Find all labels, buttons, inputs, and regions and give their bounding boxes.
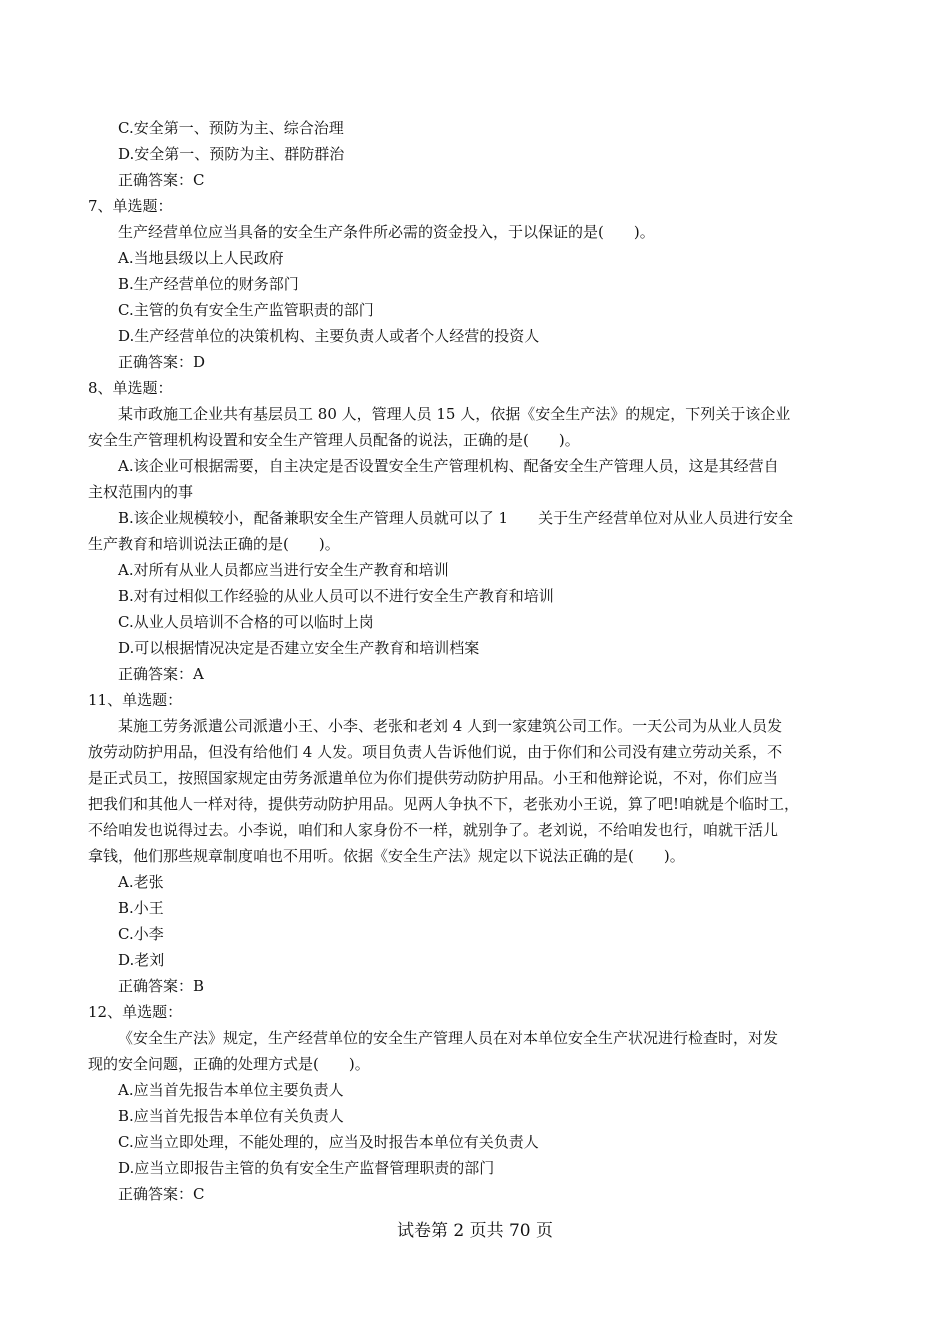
- question-text: 某施工劳务派遣公司派遣小王、小李、老张和老刘 4 人到一家建筑公司工作。一天公司为从业人员发: [118, 717, 783, 735]
- question-text-continued: 安全生产管理机构设置和安全生产管理人员配备的说法，正确的是( )。: [88, 431, 580, 449]
- option-c: C.应当立即处理，不能处理的，应当及时报告本单位有关负责人: [118, 1133, 539, 1151]
- question-text-continued: 生产教育和培训说法正确的是( )。: [88, 535, 340, 553]
- option-d: D.老刘: [118, 951, 165, 969]
- option-b: B.该企业规模较小，配备兼职安全生产管理人员就可以了 1 关于生产经营单位对从业人员进行安全: [118, 509, 794, 527]
- option-d: D.安全第一、预防为主、群防群治: [118, 145, 345, 163]
- answer-line: 正确答案：C: [118, 171, 205, 189]
- question-heading-12: 12、单选题：: [88, 1003, 183, 1021]
- answer-line: 正确答案：A: [118, 665, 204, 683]
- question-text: 《安全生产法》规定，生产经营单位的安全生产管理人员在对本单位安全生产状况进行检查时，对发: [118, 1029, 779, 1047]
- option-c: C.从业人员培训不合格的可以临时上岗: [118, 613, 374, 631]
- question-text-continued: 不给咱发也说得过去。小李说，咱们和人家身份不一样，就别争了。老刘说，不给咱发也行，咱就干活儿: [88, 821, 779, 839]
- option-b: B.生产经营单位的财务部门: [118, 275, 299, 293]
- question-heading-8: 8、单选题：: [88, 379, 173, 397]
- question-text-continued: 放劳动防护用品，但没有给他们 4 人发。项目负责人告诉他们说，由于你们和公司没有建立劳动关系，不: [88, 743, 783, 761]
- option-a: A.应当首先报告本单位主要负责人: [118, 1081, 344, 1099]
- option-a-continued: 主权范围内的事: [88, 483, 194, 501]
- option-c: C.小李: [118, 925, 164, 943]
- question-heading-11: 11、单选题：: [88, 691, 183, 709]
- question-text: 某市政施工企业共有基层员工 80 人，管理人员 15 人，依据《安全生产法》的规定，下列关于该企业: [118, 405, 791, 423]
- question-text-continued: 把我们和其他人一样对待，提供劳动防护用品。见两人争执不下，老张劝小王说，算了吧!咱就是个临时工，: [88, 795, 800, 813]
- answer-line: 正确答案：C: [118, 1185, 205, 1203]
- question-text: 生产经营单位应当具备的安全生产条件所必需的资金投入，于以保证的是( )。: [118, 223, 655, 241]
- answer-line: 正确答案：D: [118, 353, 206, 371]
- option-d: D.应当立即报告主管的负有安全生产监督管理职责的部门: [118, 1159, 495, 1177]
- option-a: A.老张: [118, 873, 164, 891]
- option-d: D.可以根据情况决定是否建立安全生产教育和培训档案: [118, 639, 480, 657]
- question-text-continued: 现的安全问题，正确的处理方式是( )。: [88, 1055, 370, 1073]
- answer-line: 正确答案：B: [118, 977, 205, 995]
- option-a: A.该企业可根据需要，自主决定是否设置安全生产管理机构、配备安全生产管理人员，这是其经营自: [118, 457, 779, 475]
- option-c: C.主管的负有安全生产监管职责的部门: [118, 301, 374, 319]
- page-footer: 试卷第 2 页共 70 页: [396, 1221, 554, 1241]
- option-a: A.当地县级以上人民政府: [118, 249, 284, 267]
- question-heading-7: 7、单选题：: [88, 197, 173, 215]
- option-d: D.生产经营单位的决策机构、主要负责人或者个人经营的投资人: [118, 327, 540, 345]
- option-a: A.对所有从业人员都应当进行安全生产教育和培训: [118, 561, 449, 579]
- question-text-continued: 拿钱，他们那些规章制度咱也不用听。依据《安全生产法》规定以下说法正确的是( )。: [88, 847, 685, 865]
- option-b: B.小王: [118, 899, 164, 917]
- question-text-continued: 是正式员工，按照国家规定由劳务派遣单位为你们提供劳动防护用品。小王和他辩论说，不对，你们应当: [88, 769, 779, 787]
- option-c: C.安全第一、预防为主、综合治理: [118, 119, 344, 137]
- option-b: B.应当首先报告本单位有关负责人: [118, 1107, 344, 1125]
- option-b: B.对有过相似工作经验的从业人员可以不进行安全生产教育和培训: [118, 587, 554, 605]
